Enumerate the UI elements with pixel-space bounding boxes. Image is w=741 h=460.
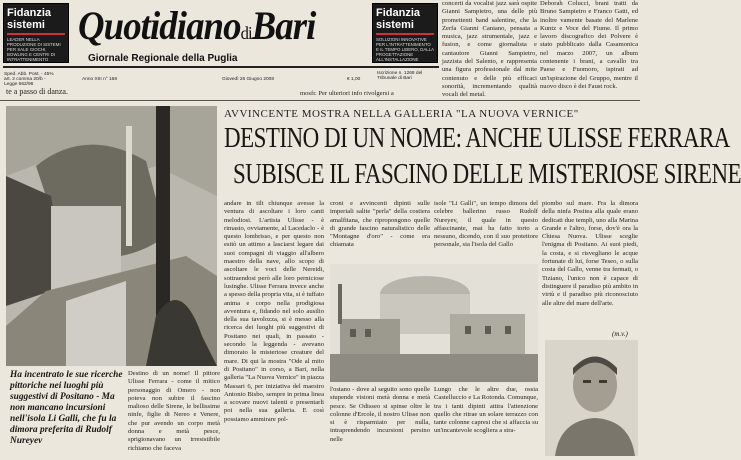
- masthead-date: Giovedì 26 Giugno 2008: [222, 77, 275, 82]
- building-photo-svg: [330, 264, 538, 382]
- portrait-photo: [545, 340, 638, 456]
- article-signature: (m.v.): [612, 330, 628, 338]
- article-column-2: croni e avvincenti dipinti sulle imperiali salite "perla" della costiera amalfitana, che ripropongono quelle di grande fascino naturalistico delle "Montagne d'oro" - come era chiamata: [330, 200, 430, 249]
- masthead-logo[interactable]: [78, 3, 316, 53]
- ad-right-text: SOLUZIONI INNOVATIVE PER L'INTRATTENIMENTO E IL TEMPO LIBERO, DALLA PROGETTAZIONE ALL'INSTALLAZIONE: [376, 37, 434, 62]
- masthead-title: Quotidiano: [78, 3, 241, 48]
- painting-svg: [6, 106, 217, 366]
- ad-left-text: LEADER NELLA PRODUZIONE DI SISTEMI PER SALE GIOCHI, BOWLING E CENTRI DI INTRATTENIMENTO: [7, 37, 61, 62]
- portrait-photo-svg: [545, 340, 638, 456]
- article-kicker: AVVINCENTE MOSTRA NELLA GALLERIA "LA NUOVA VERNICE": [224, 108, 579, 120]
- masthead-subtitle: Giornale Regionale della Puglia: [88, 53, 238, 64]
- ad-right-accent-rule: [376, 33, 434, 35]
- masthead-rule: [3, 66, 439, 68]
- painting-caption: Ha incentrato le sue ricerche pittoriche nei luoghi più suggestivi di Positano - Ma non mancano incursioni nell'isola Li Galli, che fu la dimora preferita di Rudolf Nureyev: [10, 370, 123, 446]
- article-column-2-continued: l'ostano - dove al seguito sono quelle stupende visioni metà donna e metà pesce. Se Odisseo si spinse oltre le colonne d'Ercole, il nostro Ulisse non si è risparmiato per nulla, intraprendendo incursioni persino nelle: [330, 386, 430, 443]
- masthead-issue: Anno XIII n° 168: [82, 77, 117, 82]
- article-divider: [0, 100, 640, 101]
- article-column-1: andare in tilt chiunque avesse la ventura di ascoltare i loro canti melodiosi. L'artista Ulisse - è rimasto, ovviamente, al Lacedaclo - è questo lombrisso, e per questo non esitò un attimo a lasciarsi legare dai suoi compagni di viaggio all'albero maestro della nave, allo scopo di ascoltare le voci delle Nereidi, sottraendosi però alle loro perniciose lusinghe. Ulisse Ferrara invece anche a spesso della propria vita, si è tuffato anima e corpo nella prodigiosa avventura e, fidando nel solo ausilio della sua tavolozza, si è messo alla ricerca dei luoghi più suggestivi di Positano nei quali, in passato - secondo la leggenda - avevano dimorato le misteriose creature del mare. Di qui la mostra "Ode al mito di Positano" in corso, a Bari, nella galleria "La Nuova Vernice" in piazza Massari 6, per iniziativa del maestro Antonio Bisbo, sempre in prima linea a scovare nuovi talenti e presentarli poi nella sua galleria. E così possiamo ammirare pol-: [224, 200, 324, 423]
- article-column-lead: Destino di un nome! Il pittore Ulisse Ferrara - come il mitico personaggio di Omero - non poteva non subire il fascino malioso delle Sirene, le bellissime ninfe, figlie di Nereo e Venere, che pur avendo un corpo metà donna e metà pesce, sprigionavano un irresistibile richiamo che faceva: [128, 370, 220, 452]
- painting-image: [6, 106, 217, 366]
- ad-left-accent-rule: [7, 33, 65, 35]
- article-headline-line-2: SUBISCE IL FASCINO DELLE MISTERIOSE SIRENE: [233, 159, 741, 190]
- masthead-footnote-right: Iscrizione n. 1268 del Tribunale di Bari: [377, 71, 423, 81]
- masthead-price: € 1,00: [347, 77, 361, 82]
- ad-right[interactable]: [372, 3, 438, 63]
- masthead-title-city: Bari: [251, 3, 316, 48]
- masthead-footnote-left: Sped. Abb. Post. - 45% art. 2 comma 20/b - Legge 662/96: [4, 72, 54, 87]
- article-headline-line-1: DESTINO DI UN NOME: ANCHE ULISSE FERRARA: [224, 123, 730, 154]
- top-right-column-2: Deborah Colucci, brani tratti da Bruno Sampietro e Franco Gatti, ed inoltre vamente basate del Marlene Kuntz e Voce del Fiume. Il primo lavoro discografico dei Polvere è stato pubblicato dalla Casamonica nel marzo 2007, un album contenente i brani, a cavallo tra Paese e Fuomoro, ispirati ad un'ispirazione del Gruppo, mentre il nuovo disco è dei Faust rock.: [540, 0, 638, 90]
- top-right-column-1: concerti da vocalist jazz sarà ospite Gianni Sampietro, una delle più promettenti band salentine, che la Zerfa Gianni Caniano, pensata a musica, jazz strumentale, jazz e fusion, e come giornalista e cantautore Gianni Sampietro, jazzista del Salento, e rappresenta una figura professionale dal mite contenuto e delle più efficaci sonorità, incrementando qualità vocali del metal.: [442, 0, 537, 99]
- top-strip-middle: mosfr. Per ulteriori info rivolgersi a: [300, 90, 394, 97]
- building-photo: [330, 264, 538, 382]
- masthead-title-di: di: [240, 23, 252, 43]
- ad-left[interactable]: [3, 3, 69, 63]
- article-column-3-continued: Lungo che le altre due, ossia Castelluccio e La Rotonda. Comunque, tra i tanti dipinti attira l'attenzione quello che ritrae un solare terrazzo con tante colonne capresi che si affaccia su un'incantevole scogliera a stra-: [434, 386, 538, 435]
- article-column-4: piombo sul mare. Fra la dimora della ninfa Positea alla quale erano dedicati due templi, uno alla Marina Grande e l'altro, forse, dov'è ora la Chiesa Nuova. Ulisse sceglie l'enigma di Positano. Ai suoi piedi, la costa, e si risvegliano le acque fortunate di lui, forse Teseo, o sulla costa del Gallo, venne tra fermati, o Tiziano, l'unico non è capace di distinguere il paradiso più ambito in virtù e il paradiso più riconosciuto alle altre del mare dell'arte.: [542, 200, 638, 307]
- top-strip-left: te a passo di danza.: [6, 87, 68, 96]
- ad-right-brand: Fidanzia sistemi: [376, 7, 421, 31]
- ad-left-brand: Fidanzia sistemi: [7, 7, 52, 31]
- article-column-3: isole "Li Galli", un tempo dimora del celebre ballerino russo Rudolf Nureyev, il quale in questo affascinante, mai ha fatto torto a nessuno, dicendo, con il suo protettore personale, sia l'isola del Gallo: [434, 200, 538, 249]
